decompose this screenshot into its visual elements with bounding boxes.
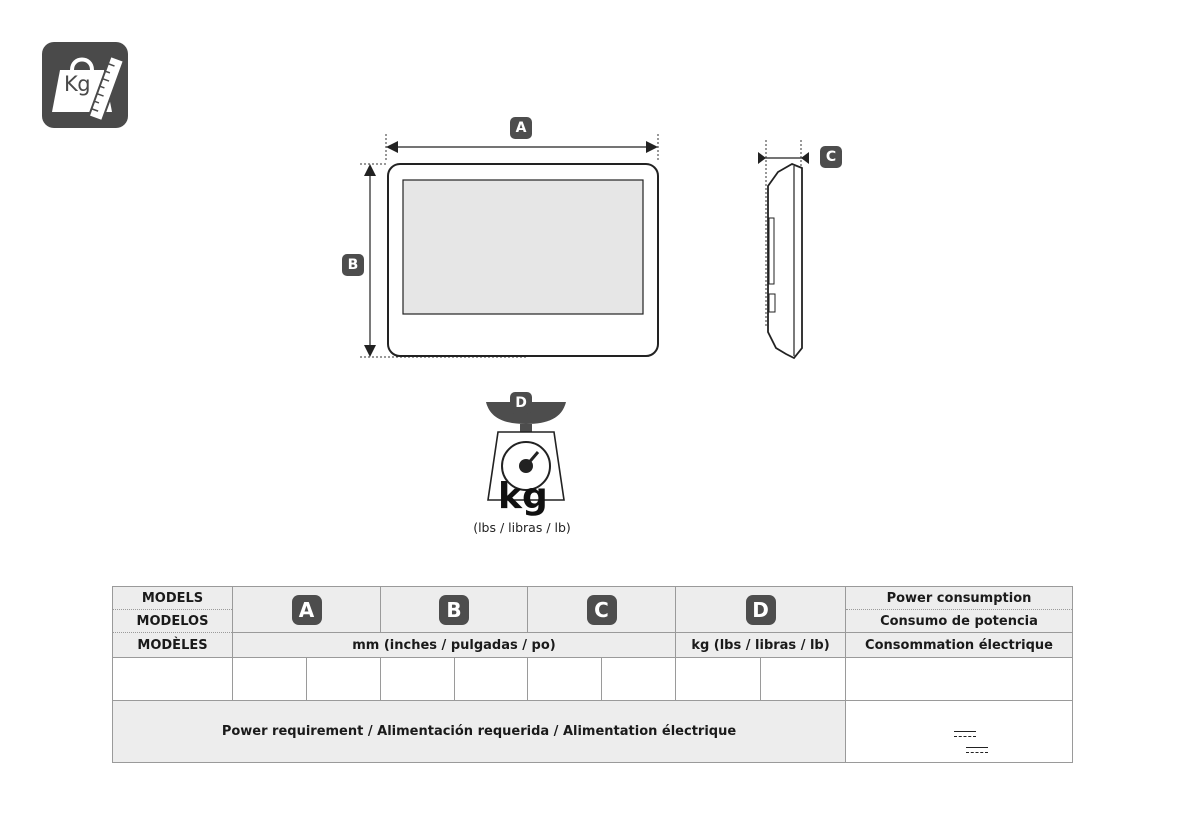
header-d (676, 587, 846, 633)
header-a-badge: A (292, 595, 322, 625)
header-b (381, 587, 528, 633)
power-requirement-value-cell (846, 700, 1073, 762)
header-d-badge: D (746, 595, 776, 625)
dimension-c-badge: C (820, 146, 842, 168)
model-value-cell (113, 658, 233, 700)
d-lb-cell (761, 658, 846, 700)
c-inch-cell (602, 658, 676, 700)
dimension-d-badge: D (510, 392, 532, 414)
c-mm-cell (528, 658, 602, 700)
scale-unit-label: kg (498, 476, 548, 517)
b-inch-cell (455, 658, 528, 700)
scale-subunits-label: (lbs / libras / lb) (473, 520, 571, 535)
dc-symbol-icon (954, 731, 976, 739)
power-requirement-label: Power requirement / Alimentación requerida / Alimentation électrique (113, 700, 846, 762)
dimension-a-badge: A (510, 117, 532, 139)
header-c (528, 587, 676, 633)
header-c-badge: C (587, 595, 617, 625)
a-inch-cell (307, 658, 381, 700)
header-b-badge: B (439, 595, 469, 625)
dc-symbol-icon (966, 747, 988, 755)
b-mm-cell (381, 658, 455, 700)
models-label-en: MODELS (113, 587, 233, 610)
power-consumption-en: Power consumption (846, 587, 1073, 610)
models-label-fr: MODÈLES (113, 633, 233, 658)
table-row (113, 658, 1073, 700)
power-consumption-fr: Consommation électrique (846, 633, 1073, 658)
side-view-diagram (748, 136, 818, 366)
power-consumption-value-cell (846, 658, 1073, 700)
dimension-b-badge: B (342, 254, 364, 276)
weight-unit-label: kg (lbs / libras / lb) (676, 633, 846, 658)
models-label-es: MODELOS (113, 610, 233, 633)
header-a (233, 587, 381, 633)
spec-table (112, 586, 1073, 763)
d-kg-cell (676, 658, 761, 700)
kg-icon-label: Kg (64, 72, 91, 96)
dimensions-unit-label: mm (inches / pulgadas / po) (233, 633, 676, 658)
front-view-diagram (340, 120, 680, 370)
power-consumption-es: Consumo de potencia (846, 610, 1073, 633)
a-mm-cell (233, 658, 307, 700)
